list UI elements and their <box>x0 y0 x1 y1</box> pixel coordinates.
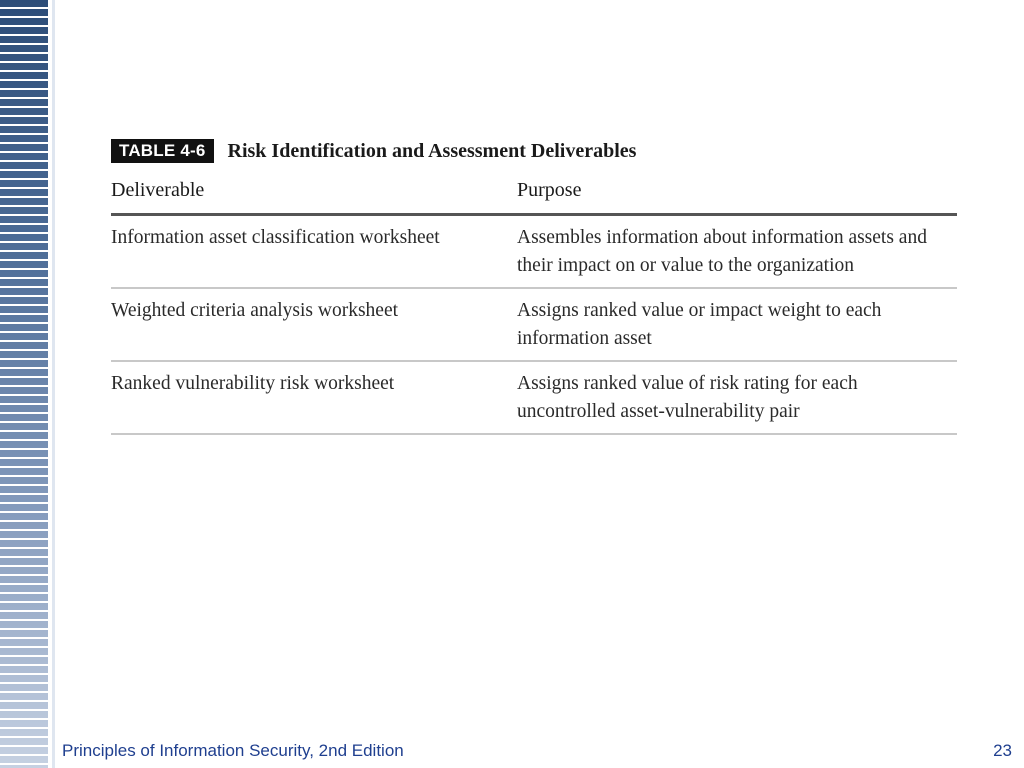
deliverable-cell: Weighted criteria analysis worksheet <box>111 288 517 361</box>
deliverable-cell: Information asset classification worksheet <box>111 215 517 289</box>
table-caption <box>111 138 957 164</box>
decorative-side-rule <box>52 0 55 768</box>
table-row <box>111 288 957 361</box>
table-figure <box>111 138 957 435</box>
table-number-badge: TABLE 4-6 <box>111 139 214 163</box>
column-header-purpose: Purpose <box>517 179 957 215</box>
purpose-cell: Assembles information about information assets and their impact on or value to the organization <box>517 215 957 289</box>
footer-book-title: Principles of Information Security, 2nd Edition <box>62 741 404 760</box>
deliverable-cell: Ranked vulnerability risk worksheet <box>111 361 517 434</box>
table-row <box>111 215 957 289</box>
table-row <box>111 361 957 434</box>
purpose-cell: Assigns ranked value of risk rating for each uncontrolled asset-vulnerability pair <box>517 361 957 434</box>
page-number: 23 <box>993 741 1012 760</box>
deliverables-table <box>111 179 957 435</box>
decorative-side-bar <box>0 0 48 768</box>
table-header-row <box>111 179 957 215</box>
table-title: Risk Identification and Assessment Deliverables <box>227 139 637 162</box>
purpose-cell: Assigns ranked value or impact weight to each information asset <box>517 288 957 361</box>
column-header-deliverable: Deliverable <box>111 179 517 215</box>
